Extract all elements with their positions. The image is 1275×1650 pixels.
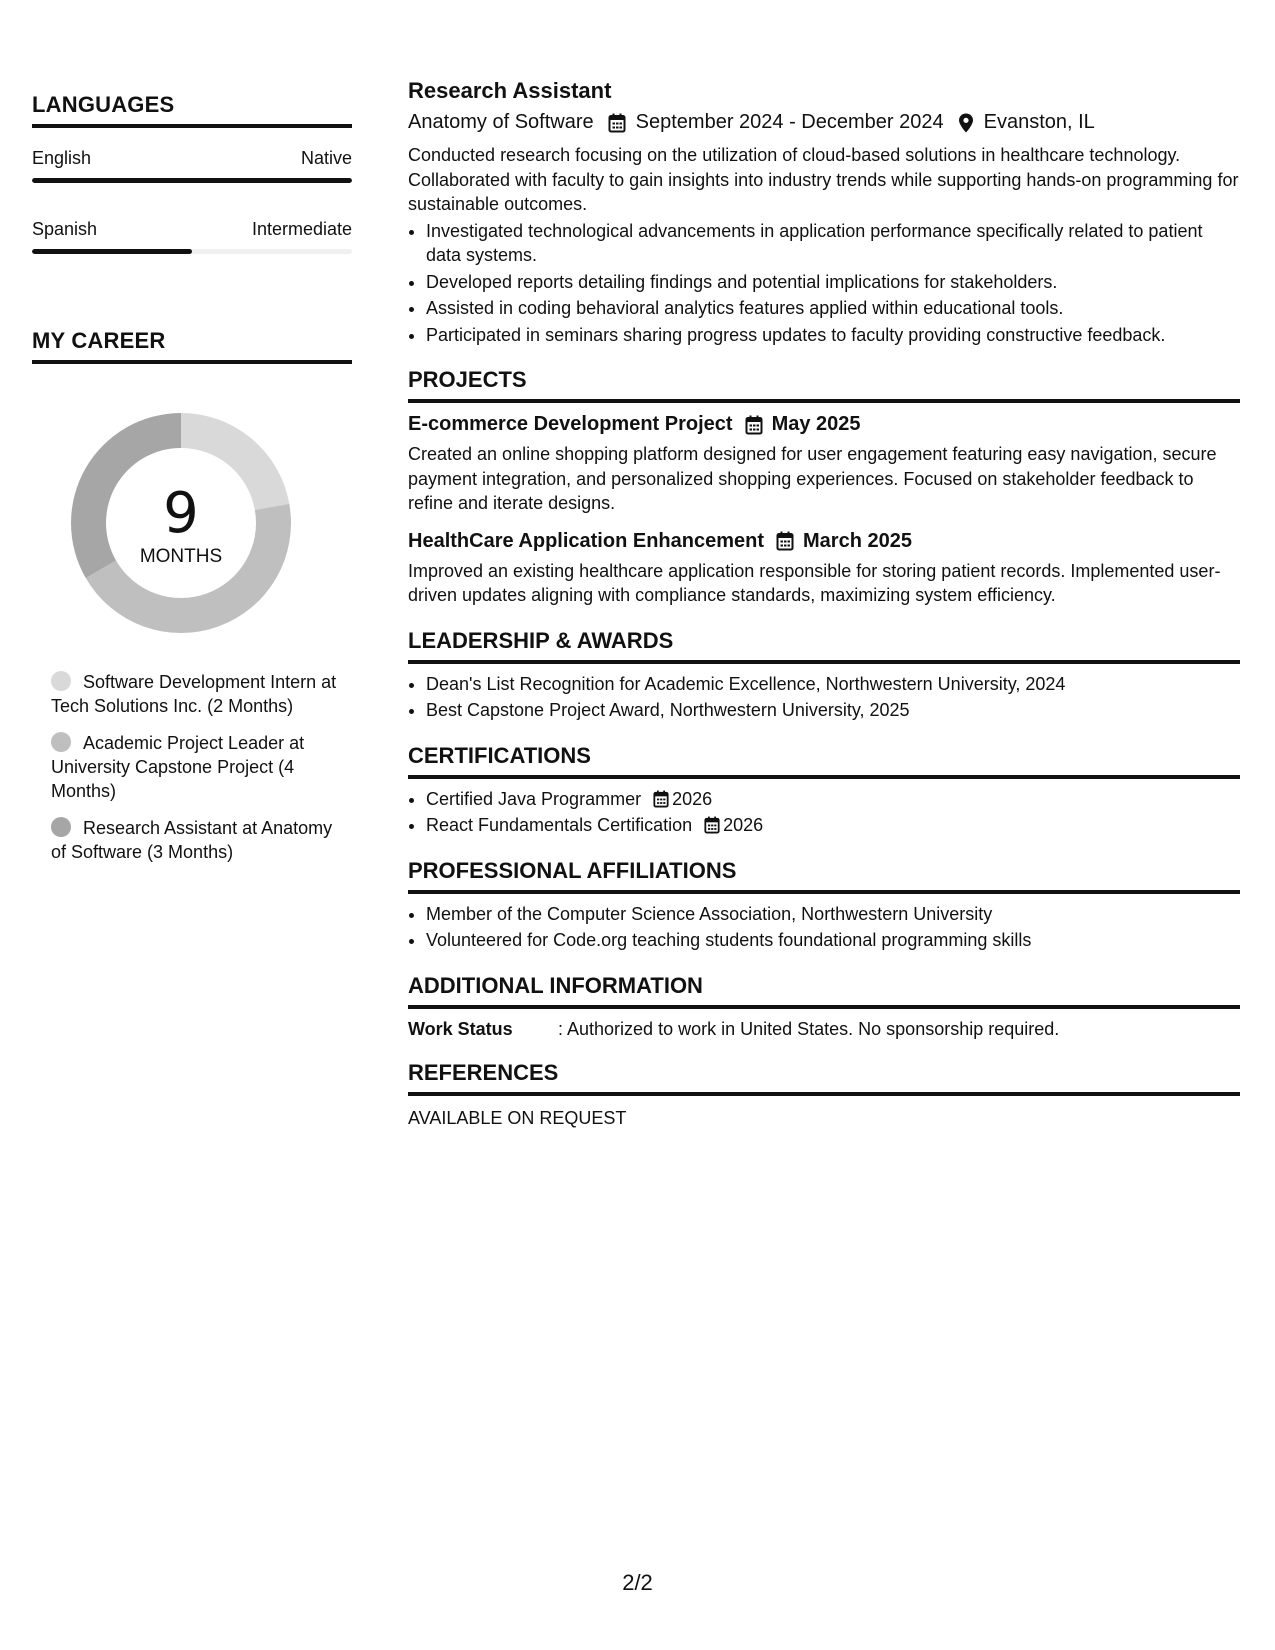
legend-label: Software Development Intern at Tech Solutions Inc. (2 Months)	[51, 672, 337, 716]
award-item: • Dean's List Recognition for Academic Excellence, Northwestern University, 2024	[426, 672, 1240, 697]
legend-dot	[51, 817, 71, 837]
left-column	[32, 92, 352, 877]
career-legend	[51, 670, 341, 864]
affiliations-heading: PROFESSIONAL AFFILIATIONS	[408, 858, 1240, 894]
job-bullets	[408, 219, 1240, 348]
affiliation-item: • Member of the Computer Science Association, Northwestern University	[426, 902, 1240, 927]
leadership-list	[408, 672, 1240, 723]
job-dates: September 2024 - December 2024	[635, 111, 944, 133]
certifications-heading: CERTIFICATIONS	[408, 743, 1240, 779]
donut-center	[66, 408, 296, 638]
leadership-heading: LEADERSHIP & AWARDS	[408, 628, 1240, 664]
project-item	[408, 413, 1240, 516]
certification-name: • React Fundamentals Certification	[426, 815, 693, 835]
work-status-row	[408, 1019, 1240, 1040]
proficiency-fill	[32, 178, 352, 183]
calendar-icon	[745, 415, 763, 435]
projects-heading: PROJECTS	[408, 367, 1240, 403]
project-date: May 2025	[771, 413, 861, 435]
right-column	[408, 78, 1240, 1130]
language-spanish	[32, 219, 352, 254]
affiliation-item: • Volunteered for Code.org teaching students foundational programming skills	[426, 928, 1240, 953]
job-bullet: • Participated in seminars sharing progress updates to faculty providing constructive feedback.	[426, 323, 1240, 348]
job-bullet: • Developed reports detailing findings and potential implications for stakeholders.	[426, 270, 1240, 295]
calendar-icon	[608, 113, 626, 133]
calendar-icon	[776, 531, 794, 551]
legend-dot	[51, 732, 71, 752]
career-section	[32, 328, 352, 864]
references-text: AVAILABLE ON REQUEST	[408, 1107, 627, 1128]
certification-name: • Certified Java Programmer	[426, 788, 642, 809]
total-months-unit: MONTHS	[139, 546, 223, 567]
legend-item	[51, 816, 341, 864]
career-heading: MY CAREER	[32, 328, 352, 364]
additional-info-heading: ADDITIONAL INFORMATION	[408, 973, 1240, 1009]
certification-year: 2026	[723, 815, 764, 835]
calendar-icon	[704, 816, 720, 834]
project-item	[408, 530, 1240, 608]
legend-item	[51, 731, 341, 803]
certification-item	[426, 787, 1240, 812]
language-level: Native	[300, 148, 352, 168]
calendar-icon	[653, 790, 669, 808]
company-name: Anatomy of Software	[408, 111, 594, 133]
experience-entry	[408, 78, 1240, 347]
legend-item	[51, 670, 341, 718]
legend-label: Research Assistant at Anatomy of Software (3 Months)	[51, 818, 333, 862]
certification-year: 2026	[672, 788, 713, 809]
language-level: Intermediate	[251, 219, 352, 239]
project-description: Improved an existing healthcare application responsible for storing patient records. Implemented user-driven updates aligning with compliance standards, maximizing system efficiency.	[408, 560, 1221, 605]
language-english	[32, 148, 352, 183]
award-item: • Best Capstone Project Award, Northwestern University, 2025	[426, 698, 1240, 723]
language-name: English	[32, 148, 92, 168]
total-months-value: 9	[163, 481, 199, 546]
job-title: Research Assistant	[408, 78, 612, 103]
affiliations-list	[408, 902, 1240, 953]
language-name: Spanish	[32, 219, 98, 239]
job-bullet: • Investigated technological advancements in application performance specifically related to patient data systems.	[426, 219, 1240, 268]
page-number: 2/2	[622, 1570, 653, 1595]
legend-label: Academic Project Leader at University Capstone Project (4 Months)	[51, 733, 305, 801]
map-pin-icon	[958, 113, 974, 133]
job-location: Evanston, IL	[983, 111, 1095, 133]
job-meta	[408, 111, 1240, 134]
proficiency-bar	[32, 178, 352, 183]
languages-heading: LANGUAGES	[32, 92, 352, 128]
legend-dot	[51, 671, 71, 691]
certification-item	[426, 813, 1240, 838]
references-heading: REFERENCES	[408, 1060, 1240, 1096]
project-date: March 2025	[803, 529, 912, 552]
work-status-value: : Authorized to work in United States. No sponsorship required.	[558, 1018, 1060, 1039]
project-description: Created an online shopping platform designed for user engagement featuring easy navigation, secure payment integration, and personalized shopping experiences. Focused on stakeholder feedback to refine and iterate designs.	[408, 444, 1217, 513]
proficiency-bar	[32, 249, 352, 254]
project-title: HealthCare Application Enhancement	[408, 529, 764, 552]
project-title: E-commerce Development Project	[408, 413, 733, 435]
certifications-list	[408, 787, 1240, 838]
proficiency-fill	[32, 249, 192, 254]
work-status-label: Work Status	[408, 1018, 513, 1039]
job-bullet: • Assisted in coding behavioral analytics features applied within educational tools.	[426, 296, 1240, 321]
career-donut-chart	[66, 408, 296, 638]
job-summary: Conducted research focusing on the utilization of cloud-based solutions in healthcare technology. Collaborated with faculty to gain insights into industry trends while supporting hands-on programming for sustainable outcomes.	[408, 145, 1239, 214]
